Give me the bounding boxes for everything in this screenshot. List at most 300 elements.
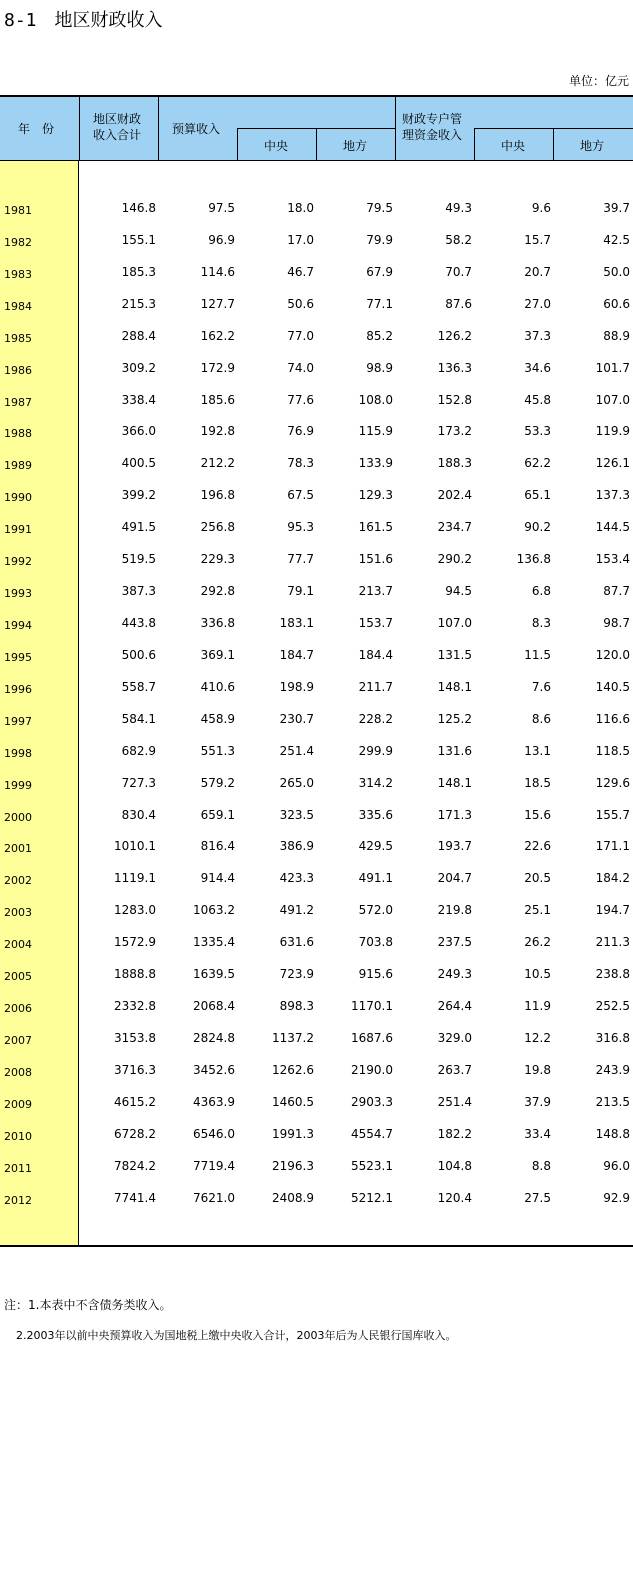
row-value: 703.8 bbox=[358, 935, 393, 950]
row-value: 1170.1 bbox=[351, 999, 393, 1014]
row-value: 25.1 bbox=[524, 903, 551, 918]
header-special-local: 地方 bbox=[580, 139, 605, 153]
row-value: 2190.0 bbox=[351, 1062, 393, 1077]
row-value: 196.8 bbox=[200, 488, 235, 503]
row-value: 584.1 bbox=[121, 711, 156, 726]
row-value: 323.5 bbox=[279, 807, 314, 822]
table-row bbox=[0, 292, 633, 324]
row-value: 1687.6 bbox=[351, 1030, 393, 1045]
row-value: 87.7 bbox=[603, 584, 630, 599]
table-row bbox=[0, 834, 633, 866]
row-value: 491.1 bbox=[358, 871, 393, 886]
header-divider bbox=[237, 129, 238, 161]
row-value: 192.8 bbox=[200, 424, 235, 439]
table-bottom-border bbox=[0, 1245, 633, 1247]
row-value: 97.5 bbox=[208, 201, 235, 215]
row-value: 727.3 bbox=[121, 775, 156, 790]
row-value: 148.1 bbox=[437, 679, 472, 694]
row-value: 558.7 bbox=[121, 679, 156, 694]
row-value: 898.3 bbox=[279, 999, 314, 1014]
row-value: 3716.3 bbox=[114, 1062, 156, 1077]
row-value: 1283.0 bbox=[114, 903, 156, 918]
row-value: 58.2 bbox=[445, 232, 472, 247]
row-value: 429.5 bbox=[358, 839, 393, 854]
row-value: 386.9 bbox=[279, 839, 314, 854]
row-value: 288.4 bbox=[121, 328, 156, 343]
row-value: 299.9 bbox=[358, 743, 393, 758]
row-year: 2005 bbox=[4, 970, 32, 984]
table-row bbox=[0, 643, 633, 675]
row-value: 8.8 bbox=[531, 1158, 551, 1173]
row-value: 62.2 bbox=[524, 456, 551, 471]
row-value: 77.0 bbox=[287, 328, 314, 343]
table-number: 8-1 bbox=[4, 10, 37, 31]
row-value: 140.5 bbox=[595, 679, 630, 694]
row-value: 400.5 bbox=[121, 456, 156, 471]
row-value: 67.9 bbox=[366, 264, 393, 279]
row-value: 19.8 bbox=[524, 1062, 551, 1077]
row-value: 338.4 bbox=[121, 392, 156, 407]
row-value: 243.9 bbox=[595, 1062, 630, 1077]
row-value: 228.2 bbox=[358, 711, 393, 726]
header-budget-central: 中央 bbox=[264, 139, 289, 153]
row-value: 369.1 bbox=[200, 647, 235, 662]
table-row bbox=[0, 324, 633, 356]
table-row bbox=[0, 196, 633, 228]
row-value: 70.7 bbox=[445, 264, 472, 279]
row-value: 15.6 bbox=[524, 807, 551, 822]
row-value: 136.8 bbox=[516, 552, 551, 567]
row-value: 682.9 bbox=[121, 743, 156, 758]
table-row bbox=[0, 1090, 633, 1122]
row-value: 251.4 bbox=[279, 743, 314, 758]
row-value: 126.2 bbox=[437, 328, 472, 343]
row-value: 131.6 bbox=[437, 743, 472, 758]
row-value: 202.4 bbox=[437, 488, 472, 503]
row-year: 2001 bbox=[4, 842, 32, 856]
row-value: 171.3 bbox=[437, 807, 472, 822]
row-value: 108.0 bbox=[358, 392, 393, 407]
row-year: 2010 bbox=[4, 1129, 32, 1143]
row-value: 7824.2 bbox=[114, 1158, 156, 1173]
row-value: 152.8 bbox=[437, 392, 472, 407]
row-value: 2196.3 bbox=[272, 1158, 314, 1173]
table-row bbox=[0, 866, 633, 898]
row-value: 7.6 bbox=[531, 679, 551, 694]
row-value: 137.3 bbox=[595, 488, 630, 503]
row-value: 2903.3 bbox=[351, 1094, 393, 1109]
row-value: 76.9 bbox=[287, 424, 314, 439]
row-value: 1639.5 bbox=[193, 967, 235, 982]
row-value: 136.3 bbox=[437, 360, 472, 375]
row-value: 185.6 bbox=[200, 392, 235, 407]
row-year: 1981 bbox=[4, 204, 32, 217]
row-year: 2000 bbox=[4, 810, 32, 824]
row-value: 162.2 bbox=[200, 328, 235, 343]
row-value: 133.9 bbox=[358, 456, 393, 471]
row-value: 211.3 bbox=[595, 935, 630, 950]
row-value: 5212.1 bbox=[351, 1190, 393, 1205]
row-value: 129.6 bbox=[595, 775, 630, 790]
row-year: 1992 bbox=[4, 555, 32, 569]
row-year: 1989 bbox=[4, 459, 32, 473]
row-value: 88.9 bbox=[603, 328, 630, 343]
row-value: 37.3 bbox=[524, 328, 551, 343]
row-value: 212.2 bbox=[200, 456, 235, 471]
table-row bbox=[0, 483, 633, 515]
row-value: 1119.1 bbox=[114, 871, 156, 886]
row-value: 234.7 bbox=[437, 520, 472, 535]
row-value: 8.6 bbox=[531, 711, 551, 726]
row-value: 290.2 bbox=[437, 552, 472, 567]
row-value: 127.7 bbox=[200, 296, 235, 311]
row-year: 1995 bbox=[4, 650, 32, 664]
row-value: 87.6 bbox=[445, 296, 472, 311]
row-value: 27.0 bbox=[524, 296, 551, 311]
row-value: 336.8 bbox=[200, 615, 235, 630]
row-value: 17.0 bbox=[287, 232, 314, 247]
row-value: 18.5 bbox=[524, 775, 551, 790]
row-value: 6546.0 bbox=[193, 1126, 235, 1141]
row-value: 329.0 bbox=[437, 1030, 472, 1045]
row-year: 1985 bbox=[4, 331, 32, 345]
row-value: 230.7 bbox=[279, 711, 314, 726]
row-value: 1262.6 bbox=[272, 1062, 314, 1077]
row-year: 2009 bbox=[4, 1097, 32, 1111]
unit-label: 单位：亿元 bbox=[568, 74, 629, 88]
row-year: 2011 bbox=[4, 1161, 32, 1175]
row-year: 1983 bbox=[4, 267, 32, 281]
row-value: 410.6 bbox=[200, 679, 235, 694]
row-value: 265.0 bbox=[279, 775, 314, 790]
row-year: 1993 bbox=[4, 587, 32, 601]
row-value: 107.0 bbox=[437, 615, 472, 630]
row-value: 229.3 bbox=[200, 552, 235, 567]
row-value: 193.7 bbox=[437, 839, 472, 854]
row-value: 104.8 bbox=[437, 1158, 472, 1173]
row-value: 60.6 bbox=[603, 296, 630, 311]
row-value: 238.8 bbox=[595, 967, 630, 982]
row-value: 26.2 bbox=[524, 935, 551, 950]
header-divider bbox=[474, 128, 633, 129]
row-value: 107.0 bbox=[595, 392, 630, 407]
table-row bbox=[0, 1154, 633, 1186]
row-year: 1984 bbox=[4, 299, 32, 313]
row-value: 184.2 bbox=[595, 871, 630, 886]
row-value: 335.6 bbox=[358, 807, 393, 822]
row-value: 2332.8 bbox=[114, 999, 156, 1014]
row-value: 101.7 bbox=[595, 360, 630, 375]
row-value: 1888.8 bbox=[114, 967, 156, 982]
row-value: 39.7 bbox=[603, 201, 630, 215]
row-value: 309.2 bbox=[121, 360, 156, 375]
row-year: 2006 bbox=[4, 1002, 32, 1016]
row-value: 90.2 bbox=[524, 520, 551, 535]
row-value: 292.8 bbox=[200, 584, 235, 599]
header-total-line2: 收入合计 bbox=[93, 128, 142, 142]
row-value: 551.3 bbox=[200, 743, 235, 758]
header-budget-local: 地方 bbox=[343, 139, 368, 153]
row-value: 10.5 bbox=[524, 967, 551, 982]
row-value: 98.9 bbox=[366, 360, 393, 375]
row-value: 171.1 bbox=[595, 839, 630, 854]
row-value: 8.3 bbox=[531, 615, 551, 630]
table-row bbox=[0, 1122, 633, 1154]
row-value: 1460.5 bbox=[272, 1094, 314, 1109]
row-value: 12.2 bbox=[524, 1030, 551, 1045]
row-year: 2004 bbox=[4, 938, 32, 952]
table-row bbox=[0, 1026, 633, 1058]
row-value: 37.9 bbox=[524, 1094, 551, 1109]
row-value: 914.4 bbox=[200, 871, 235, 886]
table-row bbox=[0, 1186, 633, 1218]
row-value: 237.5 bbox=[437, 935, 472, 950]
header-divider bbox=[316, 129, 317, 161]
row-value: 94.5 bbox=[445, 584, 472, 599]
table-row bbox=[0, 451, 633, 483]
row-value: 151.6 bbox=[358, 552, 393, 567]
header-divider bbox=[474, 129, 475, 161]
row-value: 11.5 bbox=[524, 647, 551, 662]
row-value: 144.5 bbox=[595, 520, 630, 535]
row-year: 1982 bbox=[4, 235, 32, 249]
row-year: 1998 bbox=[4, 746, 32, 760]
row-year: 1988 bbox=[4, 427, 32, 441]
row-value: 213.7 bbox=[358, 584, 393, 599]
table-row bbox=[0, 962, 633, 994]
row-value: 95.3 bbox=[287, 520, 314, 535]
header-year: 年 份 bbox=[18, 122, 55, 136]
row-value: 3153.8 bbox=[114, 1030, 156, 1045]
row-value: 211.7 bbox=[358, 679, 393, 694]
row-value: 13.1 bbox=[524, 743, 551, 758]
row-value: 182.2 bbox=[437, 1126, 472, 1141]
row-value: 27.5 bbox=[524, 1190, 551, 1205]
row-value: 215.3 bbox=[121, 296, 156, 311]
row-value: 4363.9 bbox=[193, 1094, 235, 1109]
row-value: 256.8 bbox=[200, 520, 235, 535]
row-value: 491.5 bbox=[121, 520, 156, 535]
row-value: 22.6 bbox=[524, 839, 551, 854]
row-value: 77.7 bbox=[287, 552, 314, 567]
row-value: 67.5 bbox=[287, 488, 314, 503]
table-row bbox=[0, 547, 633, 579]
row-value: 120.0 bbox=[595, 647, 630, 662]
row-value: 252.5 bbox=[595, 999, 630, 1014]
table-row bbox=[0, 260, 633, 292]
row-value: 249.3 bbox=[437, 967, 472, 982]
header-special-line1: 财政专户管 bbox=[402, 112, 463, 126]
row-value: 6728.2 bbox=[114, 1126, 156, 1141]
row-year: 1986 bbox=[4, 363, 32, 377]
table-row bbox=[0, 1058, 633, 1090]
row-value: 116.6 bbox=[595, 711, 630, 726]
row-value: 34.6 bbox=[524, 360, 551, 375]
row-value: 11.9 bbox=[524, 999, 551, 1014]
row-value: 115.9 bbox=[358, 424, 393, 439]
row-value: 42.5 bbox=[603, 232, 630, 247]
row-value: 129.3 bbox=[358, 488, 393, 503]
header-divider bbox=[395, 97, 396, 161]
row-year: 2008 bbox=[4, 1065, 32, 1079]
row-year: 1987 bbox=[4, 395, 32, 409]
row-value: 316.8 bbox=[595, 1030, 630, 1045]
row-value: 96.9 bbox=[208, 232, 235, 247]
row-value: 20.7 bbox=[524, 264, 551, 279]
row-value: 4554.7 bbox=[351, 1126, 393, 1141]
row-year: 1991 bbox=[4, 523, 32, 537]
row-value: 184.7 bbox=[279, 647, 314, 662]
row-value: 125.2 bbox=[437, 711, 472, 726]
row-value: 78.3 bbox=[287, 456, 314, 471]
row-value: 579.2 bbox=[200, 775, 235, 790]
header-divider bbox=[553, 129, 554, 161]
row-year: 2002 bbox=[4, 874, 32, 888]
row-value: 423.3 bbox=[279, 871, 314, 886]
row-value: 173.2 bbox=[437, 424, 472, 439]
row-value: 443.8 bbox=[121, 615, 156, 630]
row-year: 2003 bbox=[4, 906, 32, 920]
row-value: 816.4 bbox=[200, 839, 235, 854]
row-value: 204.7 bbox=[437, 871, 472, 886]
row-value: 15.7 bbox=[524, 232, 551, 247]
table-row bbox=[0, 930, 633, 962]
row-value: 114.6 bbox=[200, 264, 235, 279]
row-value: 155.1 bbox=[121, 232, 156, 247]
row-value: 183.1 bbox=[279, 615, 314, 630]
row-value: 50.6 bbox=[287, 296, 314, 311]
row-value: 119.9 bbox=[595, 424, 630, 439]
row-value: 155.7 bbox=[595, 807, 630, 822]
row-year: 2007 bbox=[4, 1033, 32, 1047]
row-value: 830.4 bbox=[121, 807, 156, 822]
row-value: 79.5 bbox=[366, 201, 393, 215]
row-value: 9.6 bbox=[531, 201, 551, 215]
row-value: 1137.2 bbox=[272, 1030, 314, 1045]
row-value: 251.4 bbox=[437, 1094, 472, 1109]
row-value: 7741.4 bbox=[114, 1190, 156, 1205]
row-value: 2068.4 bbox=[193, 999, 235, 1014]
table-header bbox=[0, 95, 633, 161]
row-value: 198.9 bbox=[279, 679, 314, 694]
row-value: 185.3 bbox=[121, 264, 156, 279]
row-value: 53.3 bbox=[524, 424, 551, 439]
row-value: 148.1 bbox=[437, 775, 472, 790]
row-value: 172.9 bbox=[200, 360, 235, 375]
row-value: 6.8 bbox=[531, 584, 551, 599]
row-value: 1335.4 bbox=[193, 935, 235, 950]
row-value: 631.6 bbox=[279, 935, 314, 950]
row-value: 213.5 bbox=[595, 1094, 630, 1109]
table-row bbox=[0, 579, 633, 611]
table-row bbox=[0, 707, 633, 739]
row-value: 500.6 bbox=[121, 647, 156, 662]
table-row bbox=[0, 675, 633, 707]
row-value: 7719.4 bbox=[193, 1158, 235, 1173]
row-value: 126.1 bbox=[595, 456, 630, 471]
row-value: 915.6 bbox=[358, 967, 393, 982]
row-value: 131.5 bbox=[437, 647, 472, 662]
page-title bbox=[4, 6, 163, 32]
row-value: 3452.6 bbox=[193, 1062, 235, 1077]
row-year: 1994 bbox=[4, 618, 32, 632]
table-row bbox=[0, 739, 633, 771]
header-divider bbox=[237, 128, 395, 129]
row-value: 50.0 bbox=[603, 264, 630, 279]
row-value: 153.4 bbox=[595, 552, 630, 567]
table-row bbox=[0, 356, 633, 388]
row-value: 194.7 bbox=[595, 903, 630, 918]
row-value: 118.5 bbox=[595, 743, 630, 758]
row-value: 77.6 bbox=[287, 392, 314, 407]
row-value: 146.8 bbox=[121, 201, 156, 215]
row-value: 519.5 bbox=[121, 552, 156, 567]
row-value: 161.5 bbox=[358, 520, 393, 535]
row-year: 1997 bbox=[4, 714, 32, 728]
table-row bbox=[0, 419, 633, 451]
row-value: 4615.2 bbox=[114, 1094, 156, 1109]
row-value: 65.1 bbox=[524, 488, 551, 503]
row-value: 5523.1 bbox=[351, 1158, 393, 1173]
row-value: 723.9 bbox=[279, 967, 314, 982]
row-value: 45.8 bbox=[524, 392, 551, 407]
row-value: 659.1 bbox=[200, 807, 235, 822]
row-value: 387.3 bbox=[121, 584, 156, 599]
row-value: 263.7 bbox=[437, 1062, 472, 1077]
row-value: 1063.2 bbox=[193, 903, 235, 918]
row-value: 33.4 bbox=[524, 1126, 551, 1141]
table-row bbox=[0, 898, 633, 930]
row-value: 572.0 bbox=[358, 903, 393, 918]
row-value: 79.9 bbox=[366, 232, 393, 247]
row-value: 2824.8 bbox=[193, 1030, 235, 1045]
row-value: 98.7 bbox=[603, 615, 630, 630]
row-value: 491.2 bbox=[279, 903, 314, 918]
table-row bbox=[0, 994, 633, 1026]
row-value: 18.0 bbox=[287, 201, 314, 215]
row-value: 458.9 bbox=[200, 711, 235, 726]
table-title: 地区财政收入 bbox=[54, 10, 163, 31]
row-value: 399.2 bbox=[121, 488, 156, 503]
row-value: 120.4 bbox=[437, 1190, 472, 1205]
row-value: 153.7 bbox=[358, 615, 393, 630]
row-value: 92.9 bbox=[603, 1190, 630, 1205]
table-body bbox=[0, 196, 633, 1218]
header-divider bbox=[158, 97, 159, 161]
row-year: 1990 bbox=[4, 491, 32, 505]
row-value: 74.0 bbox=[287, 360, 314, 375]
table-row bbox=[0, 388, 633, 420]
table-row bbox=[0, 611, 633, 643]
table-row bbox=[0, 515, 633, 547]
row-value: 2408.9 bbox=[272, 1190, 314, 1205]
row-value: 77.1 bbox=[366, 296, 393, 311]
note-1: 注：1.本表中不含债务类收入。 bbox=[4, 1298, 172, 1312]
row-value: 1572.9 bbox=[114, 935, 156, 950]
table-row bbox=[0, 771, 633, 803]
row-value: 366.0 bbox=[121, 424, 156, 439]
row-value: 96.0 bbox=[603, 1158, 630, 1173]
row-value: 85.2 bbox=[366, 328, 393, 343]
row-value: 7621.0 bbox=[193, 1190, 235, 1205]
row-value: 20.5 bbox=[524, 871, 551, 886]
row-value: 219.8 bbox=[437, 903, 472, 918]
note-2: 2.2003年以前中央预算收入为国地税上缴中央收入合计，2003年后为人民银行国库收入。 bbox=[16, 1329, 457, 1342]
header-divider bbox=[79, 97, 80, 161]
row-value: 49.3 bbox=[445, 201, 472, 215]
header-special-central: 中央 bbox=[501, 139, 526, 153]
row-value: 148.8 bbox=[595, 1126, 630, 1141]
